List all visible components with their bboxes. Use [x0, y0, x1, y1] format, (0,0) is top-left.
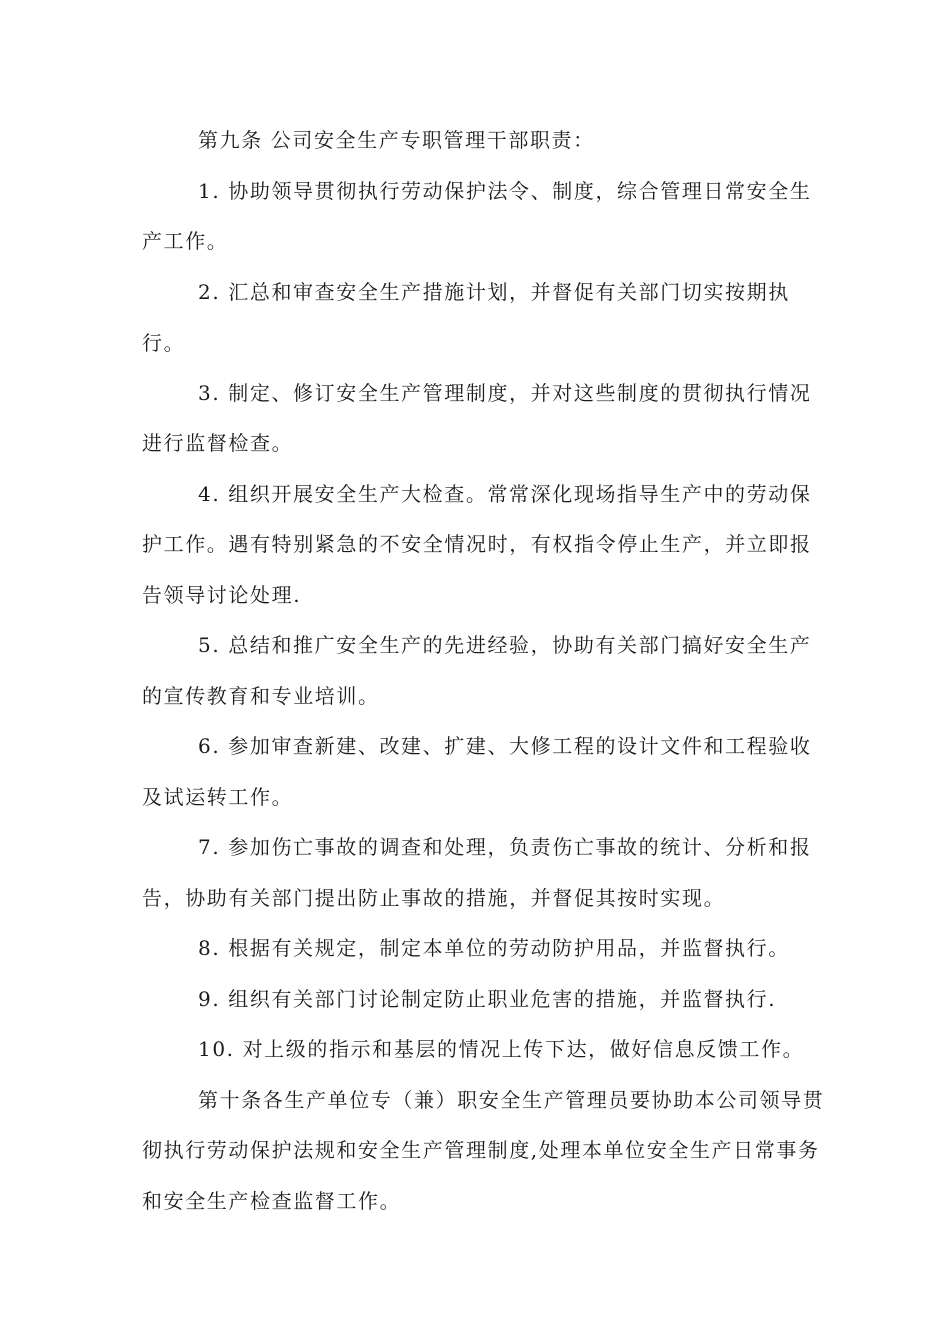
item-8-line-1: 8. 根据有关规定，制定本单位的劳动防护用品，并监督执行。: [198, 936, 790, 960]
item-1-line-1: 1. 协助领导贯彻执行劳动保护法令、制度，综合管理日常安全生: [198, 179, 812, 203]
item-3-line-1: 3. 制定、修订安全生产管理制度，并对这些制度的贯彻执行情况: [198, 381, 812, 405]
item-10-line-1: 10. 对上级的指示和基层的情况上传下达，做好信息反馈工作。: [198, 1037, 805, 1061]
article-10-line-3: 和安全生产检查监督工作。: [142, 1189, 402, 1213]
item-6-line-1: 6. 参加审查新建、改建、扩建、大修工程的设计文件和工程验收: [198, 734, 812, 758]
article-9-heading: 第九条 公司安全生产专职管理干部职责：: [198, 128, 595, 152]
item-2-line-1: 2. 汇总和审查安全生产措施计划，并督促有关部门切实按期执: [198, 280, 790, 304]
item-4-line-2: 护工作。遇有特别紧急的不安全情况时，有权指令停止生产，并立即报: [142, 532, 812, 556]
item-7-line-1: 7. 参加伤亡事故的调查和处理，负责伤亡事故的统计、分析和报: [198, 835, 812, 859]
item-4-line-1: 4. 组织开展安全生产大检查。常常深化现场指导生产中的劳动保: [198, 482, 812, 506]
item-9-line-1: 9. 组织有关部门讨论制定防止职业危害的措施，并监督执行.: [198, 987, 777, 1011]
article-10-line-1: 第十条各生产单位专（兼）职安全生产管理员要协助本公司领导贯: [198, 1088, 825, 1112]
item-5-line-2: 的宣传教育和专业培训。: [142, 684, 380, 708]
item-5-line-1: 5. 总结和推广安全生产的先进经验，协助有关部门搞好安全生产: [198, 633, 812, 657]
article-10-line-2: 彻执行劳动保护法规和安全生产管理制度,处理本单位安全生产日常事务: [142, 1138, 820, 1162]
item-3-line-2: 进行监督检查。: [142, 431, 294, 455]
item-7-line-2: 告，协助有关部门提出防止事故的措施，并督促其按时实现。: [142, 886, 726, 910]
item-1-line-2: 产工作。: [142, 229, 229, 253]
item-6-line-2: 及试运转工作。: [142, 785, 294, 809]
item-2-line-2: 行。: [142, 331, 186, 355]
item-4-line-3: 告领导讨论处理.: [142, 583, 302, 607]
